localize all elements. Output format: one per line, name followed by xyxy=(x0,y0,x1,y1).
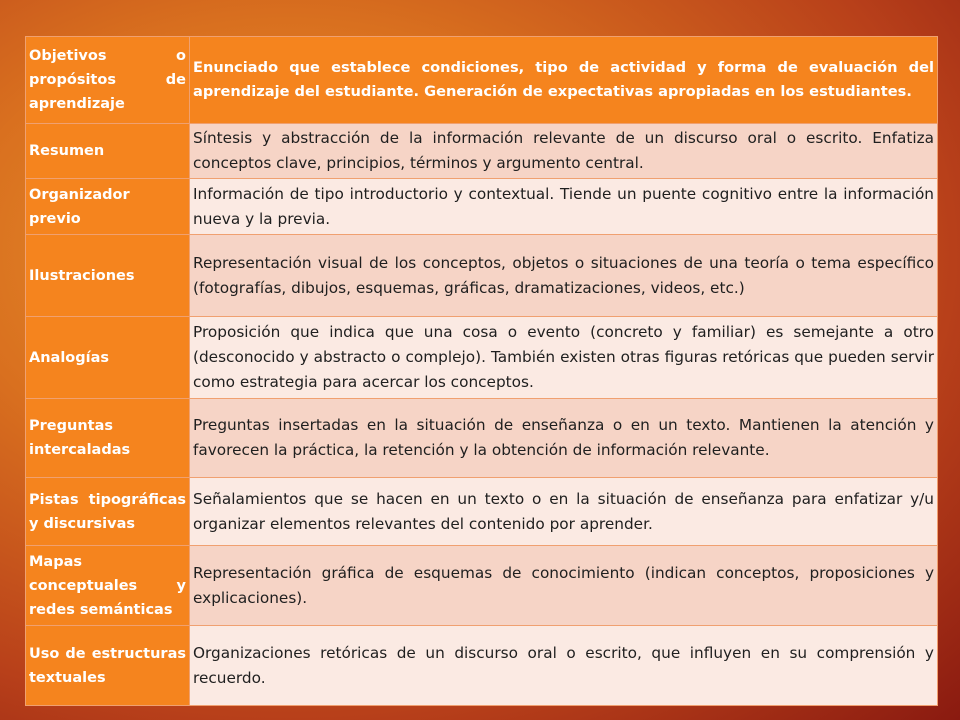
row-description: Preguntas insertadas en la situación de enseñanza o en un texto. Mantienen la atención y favorecen la práctica, la retención y la obtención de información relevante. xyxy=(190,399,938,478)
table-row xyxy=(26,37,938,124)
table-row xyxy=(26,317,938,399)
row-description: Representación visual de los conceptos, objetos o situaciones de una teoría o tema específico (fotografías, dibujos, esquemas, gráficas, dramatizaciones, videos, etc.) xyxy=(190,235,938,317)
row-term: Resumen xyxy=(26,124,190,179)
strategies-table-grid xyxy=(25,36,938,706)
row-term: Preguntas intercaladas xyxy=(26,399,190,478)
row-term: Ilustraciones xyxy=(26,235,190,317)
table-row xyxy=(26,124,938,179)
row-description: Información de tipo introductorio y contextual. Tiende un puente cognitivo entre la información nueva y la previa. xyxy=(190,179,938,235)
table-row xyxy=(26,235,938,317)
row-term: Uso de estructuras textuales xyxy=(26,626,190,706)
row-description: Enunciado que establece condiciones, tipo de actividad y forma de evaluación del aprendizaje del estudiante. Generación de expectativas apropiadas en los estudiantes. xyxy=(190,37,938,124)
row-description: Síntesis y abstracción de la información relevante de un discurso oral o escrito. Enfatiza conceptos clave, principios, términos y argumento central. xyxy=(190,124,938,179)
row-description: Representación gráfica de esquemas de conocimiento (indican conceptos, proposiciones y explicaciones). xyxy=(190,546,938,626)
row-term: Mapas conceptuales y redes semánticas xyxy=(26,546,190,626)
row-term: Objetivos o propósitos de aprendizaje xyxy=(26,37,190,124)
row-term: Pistas tipográficas y discursivas xyxy=(26,478,190,546)
table-row xyxy=(26,179,938,235)
row-description: Señalamientos que se hacen en un texto o en la situación de enseñanza para enfatizar y/u organizar elementos relevantes del contenido por aprender. xyxy=(190,478,938,546)
table-row xyxy=(26,399,938,478)
table-row xyxy=(26,478,938,546)
table-row xyxy=(26,626,938,706)
row-term: Analogías xyxy=(26,317,190,399)
table-row xyxy=(26,546,938,626)
row-term: Organizador previo xyxy=(26,179,190,235)
strategies-table xyxy=(25,36,937,706)
row-description: Organizaciones retóricas de un discurso oral o escrito, que influyen en su comprensión y recuerdo. xyxy=(190,626,938,706)
row-description: Proposición que indica que una cosa o evento (concreto y familiar) es semejante a otro (desconocido y abstracto o complejo). También existen otras figuras retóricas que pueden servir como estrategia para acercar los conceptos. xyxy=(190,317,938,399)
